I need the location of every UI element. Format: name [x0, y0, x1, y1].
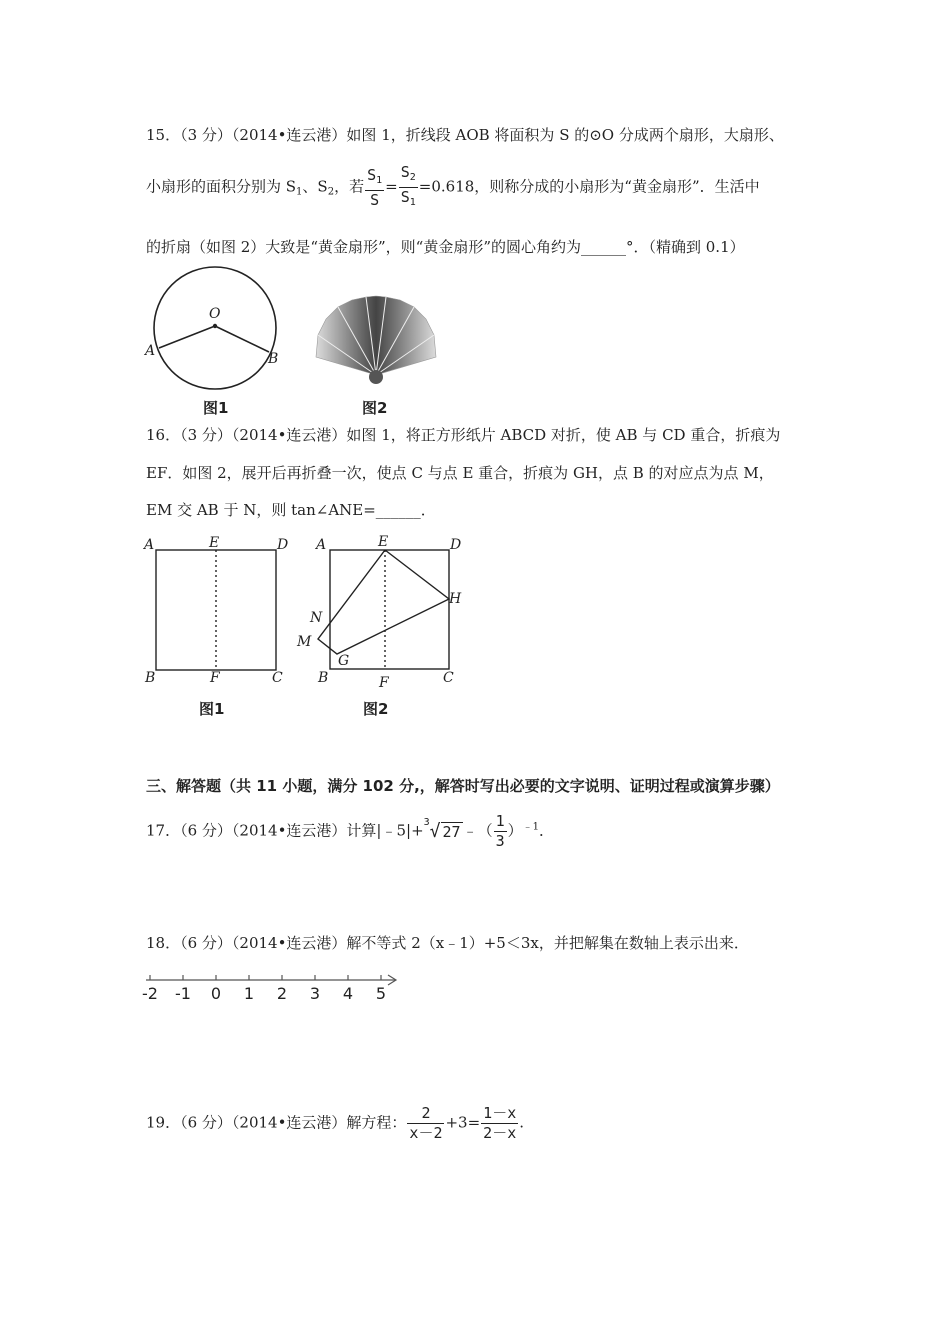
- label-c: C: [272, 670, 283, 686]
- q15-frac2-den-sub: 1: [409, 197, 416, 208]
- label-o: O: [209, 306, 221, 322]
- q17-minus: ﹣（: [462, 821, 493, 840]
- q17-line: [146, 812, 554, 851]
- q19-plus: +3=: [445, 1113, 481, 1132]
- label-n: N: [310, 610, 323, 626]
- number-line-label: 5: [375, 984, 387, 1003]
- label-d: D: [277, 537, 289, 553]
- q19-frac1-num: 2: [407, 1104, 444, 1124]
- number-line-label: -2: [142, 984, 158, 1003]
- q17-post: ）: [507, 821, 523, 840]
- q15-frac2-num-sub: 2: [409, 172, 416, 183]
- q15-fig2-caption: 图2: [362, 399, 388, 417]
- q15-line3: 的折扇（如图 2）大致是“黄金扇形”，则“黄金扇形”的圆心角约为______°．（精确到 0.1）: [146, 238, 745, 256]
- segment-oa: [159, 326, 215, 348]
- q16-line1: 16．（3 分）（2014•连云港）如图 1，将正方形纸片 ABCD 对折，使 AB 与 CD 重合，折痕为: [146, 426, 781, 444]
- q15-line2-pre: 小扇形的面积分别为 S: [146, 177, 297, 196]
- q16-fig2-caption: 图2: [363, 700, 389, 718]
- number-line-label: 4: [342, 984, 354, 1003]
- q15-frac1-num: S: [367, 165, 377, 184]
- fan-shape: [316, 296, 436, 375]
- q16-figure-2: [292, 530, 472, 695]
- q17-frac-den: 3: [495, 832, 505, 850]
- q15-sub1: 1: [296, 186, 303, 198]
- label-f: F: [379, 675, 389, 691]
- label-d: D: [450, 537, 462, 553]
- segment-ob: [215, 326, 269, 352]
- q15-frac2-num: S: [400, 163, 410, 181]
- number-line-label: 3: [309, 984, 321, 1003]
- q15-sub2: 2: [327, 186, 335, 198]
- q15-line1: 15．（3 分）（2014•连云港）如图 1，折线段 AOB 将面积为 S 的⊙O 分成两个扇形，大扇形、: [146, 126, 784, 144]
- fan-handle: [369, 370, 383, 384]
- q15-frac1-den: S: [370, 190, 380, 209]
- label-a: A: [145, 343, 156, 359]
- square-abcd: [330, 550, 449, 669]
- number-line-label: 0: [210, 984, 222, 1003]
- q19-line: [146, 1104, 524, 1143]
- q15-line2-mid: 、S: [302, 177, 328, 196]
- q15-line2-if: ，若: [334, 177, 365, 196]
- label-e: E: [209, 535, 220, 551]
- q15-frac1-num-sub: 1: [376, 174, 383, 186]
- label-b: B: [318, 670, 329, 686]
- q18-line: 18．（6 分）（2014•连云港）解不等式 2（x﹣1）+5＜3x，并把解集在数轴上表示出来．: [146, 934, 749, 952]
- q19-end: .: [519, 1113, 525, 1132]
- q16-fig1-caption: 图1: [199, 700, 225, 718]
- q16-line3: EM 交 AB 于 N，则 tan∠ANE=______．: [146, 501, 436, 519]
- label-m: M: [297, 634, 312, 650]
- q16-figure-1: [140, 532, 300, 692]
- label-f: F: [210, 670, 220, 686]
- q17-text: 17．（6 分）（2014•连云港）计算|﹣5|+: [146, 821, 424, 840]
- q15-frac2-den: S: [400, 188, 410, 206]
- label-a: A: [144, 537, 155, 553]
- q17-exp: ﹣1: [522, 821, 540, 833]
- q17-radicand: 27: [442, 823, 461, 841]
- number-line-label: 1: [243, 984, 255, 1003]
- q15-eq: =: [385, 177, 398, 196]
- label-b: B: [268, 351, 279, 367]
- number-line-label: -1: [175, 984, 191, 1003]
- section-3-heading: 三、解答题（共 11 小题，满分 102 分,，解答时写出必要的文字说明、证明过程或演算步骤）: [146, 777, 780, 795]
- q17-fraction: [494, 812, 507, 851]
- q15-figure-2-fan: [312, 295, 440, 387]
- q17-root-index: 3: [423, 817, 430, 828]
- q15-line2-post: =0.618，则称分成的小扇形为“黄金扇形”．生活中: [418, 177, 760, 196]
- q19-frac2-den: 2－x: [483, 1124, 517, 1142]
- q19-fraction-2: [481, 1104, 518, 1143]
- q17-cube-root: $^3$√ 27: [423, 817, 461, 842]
- q17-end: ．: [539, 821, 555, 840]
- label-g: G: [338, 653, 350, 669]
- label-a: A: [316, 537, 327, 553]
- q19-text: 19．（6 分）（2014•连云港）解方程：: [146, 1113, 407, 1132]
- q19-fraction-1: [407, 1104, 444, 1143]
- q15-figure-1: [140, 260, 290, 395]
- q18-number-line: [140, 968, 405, 1008]
- label-c: C: [443, 670, 454, 686]
- label-h: H: [449, 591, 462, 607]
- q15-fraction-1: [365, 166, 384, 210]
- q17-frac-num: 1: [495, 812, 505, 830]
- number-line-label: 2: [276, 984, 288, 1003]
- q15-fig1-caption: 图1: [203, 399, 229, 417]
- center-point: [213, 324, 217, 328]
- q16-line2: EF．如图 2，展开后再折叠一次，使点 C 与点 E 重合，折痕为 GH，点 B 的对应点为点 M，: [146, 464, 774, 482]
- label-b: B: [145, 670, 156, 686]
- q19-frac2-num: 1－x: [483, 1104, 517, 1122]
- folded-flap: [318, 550, 449, 654]
- q19-frac1-den: x－2: [409, 1124, 443, 1142]
- label-e: E: [378, 534, 389, 550]
- q15-line2: [146, 163, 760, 212]
- q15-fraction-2: [399, 163, 418, 212]
